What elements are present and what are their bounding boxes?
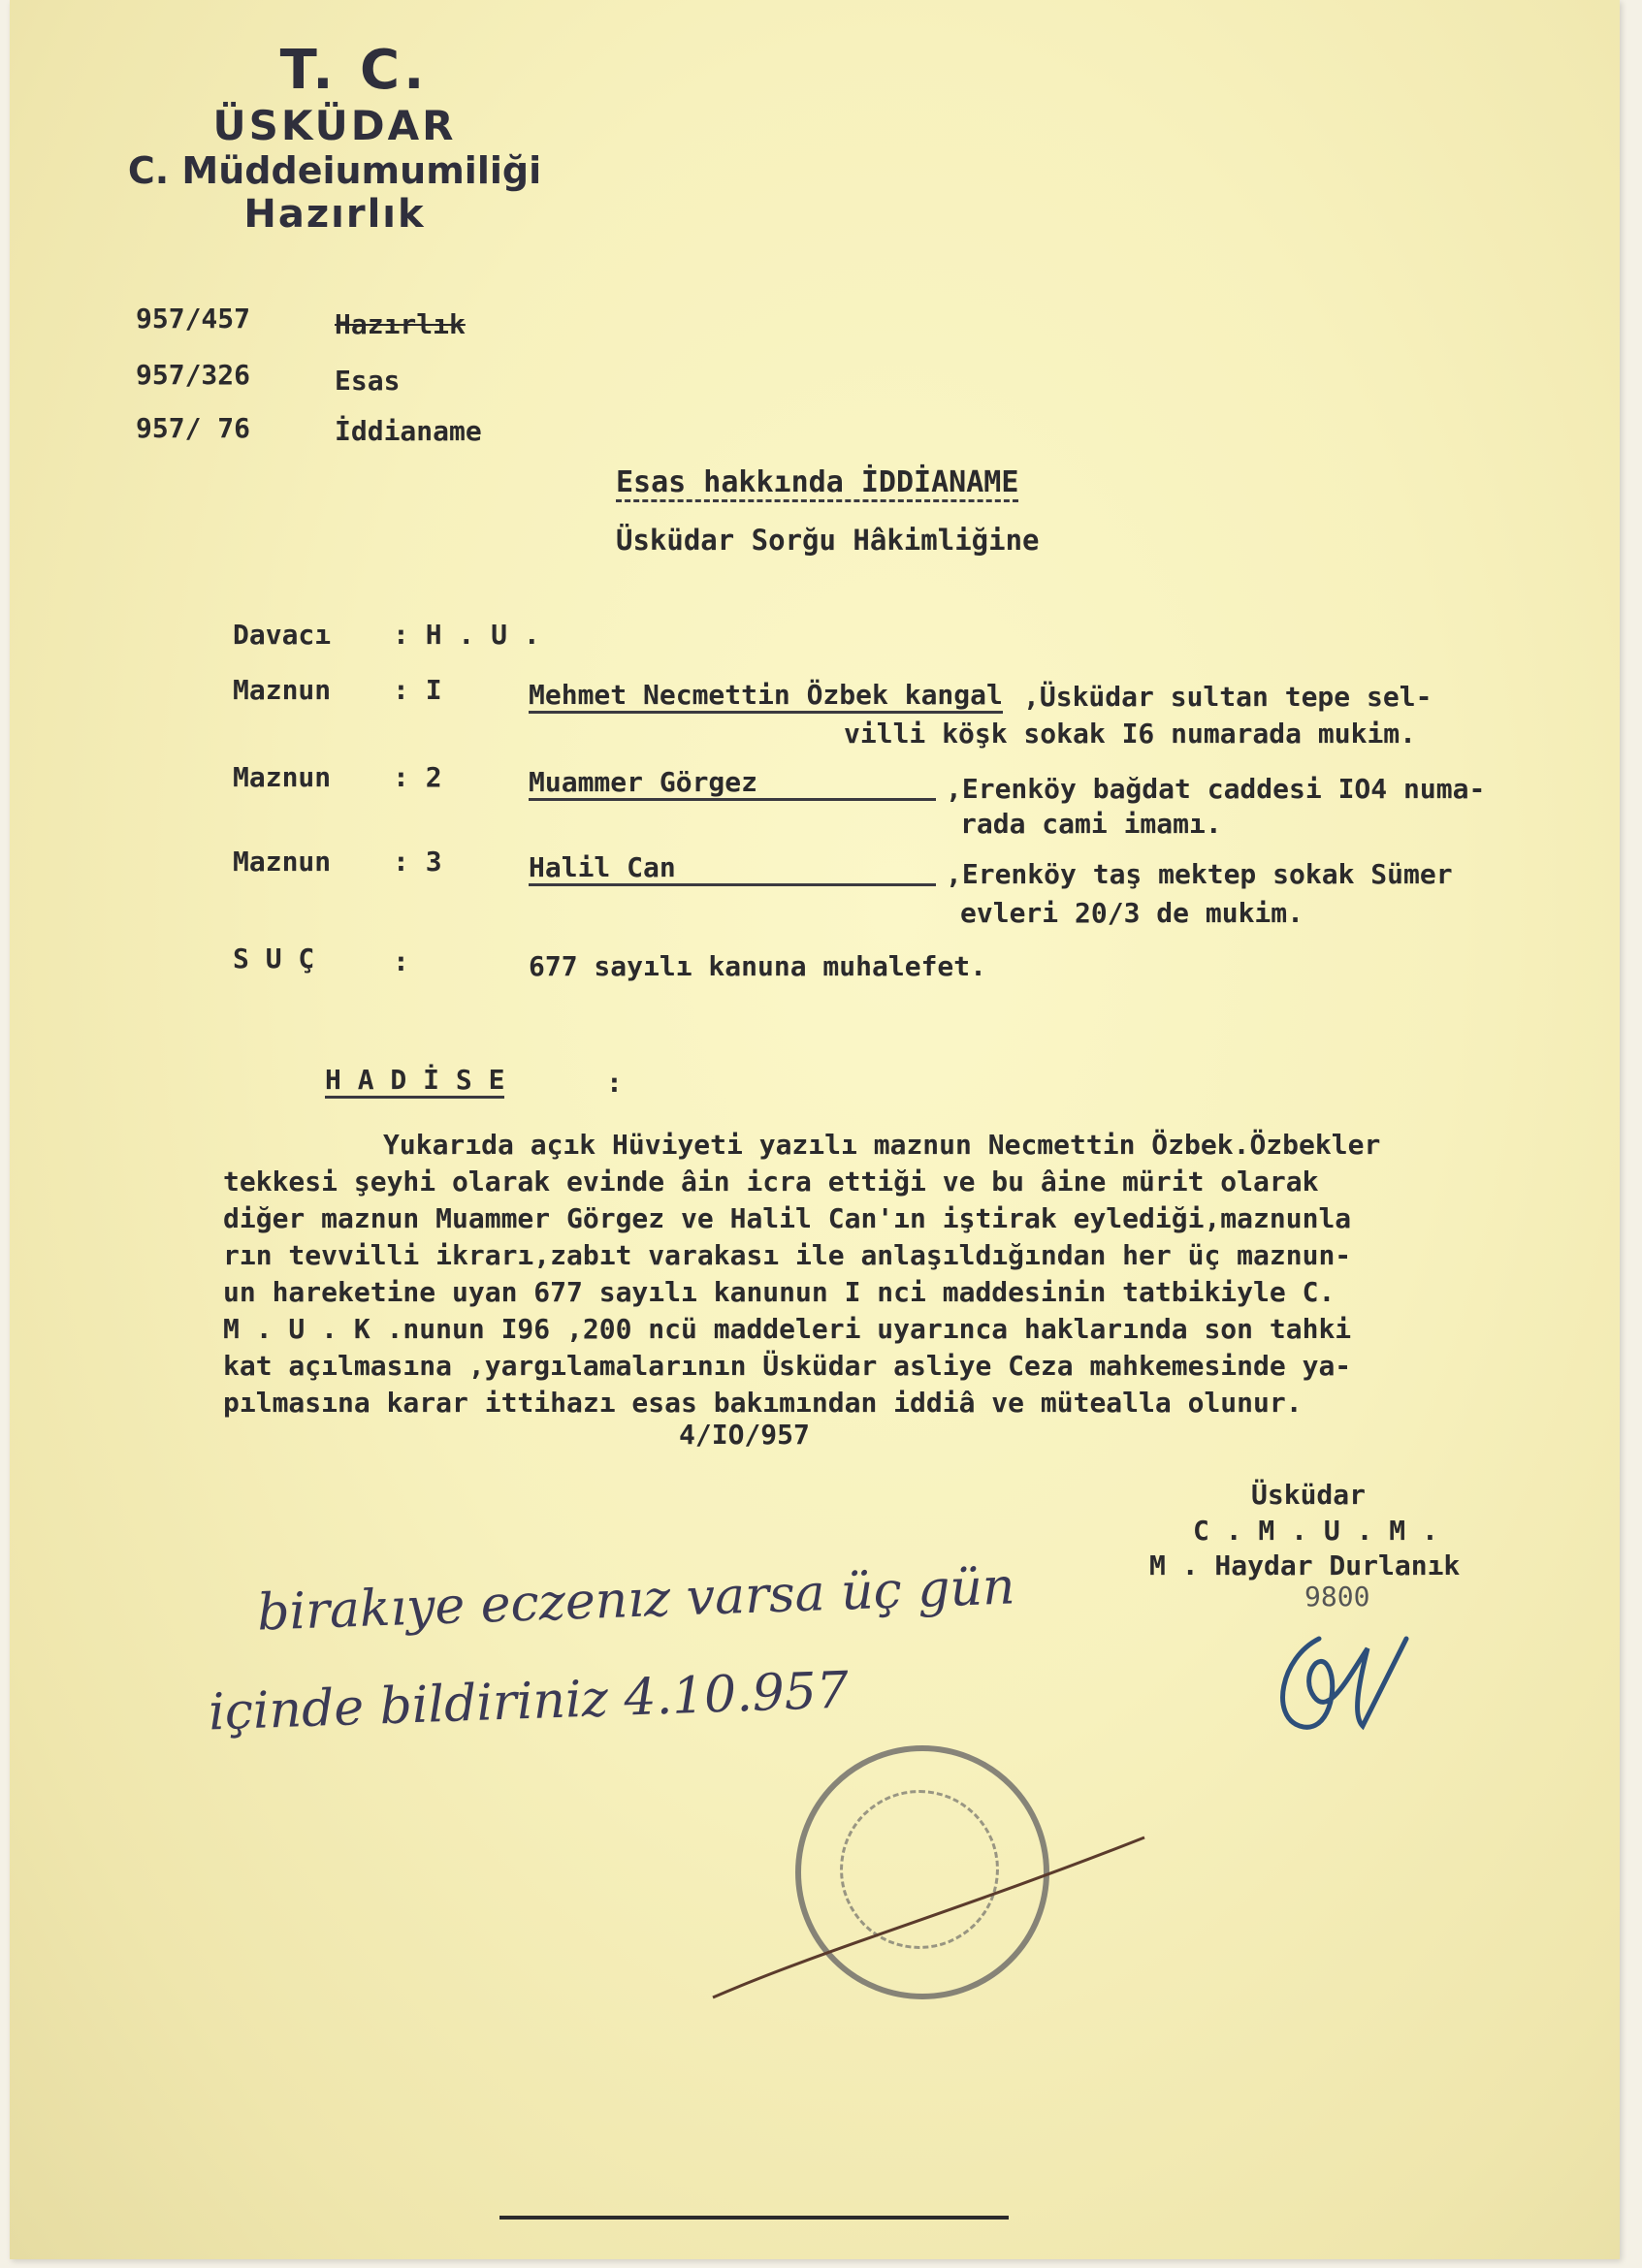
davaci-label: Davacı	[233, 619, 332, 651]
suc-colon: :	[393, 945, 409, 977]
addressee: Üsküdar Sorğu Hâkimliğine	[616, 524, 1040, 557]
hadise-date: 4/IO/957	[679, 1419, 810, 1451]
hadise-line-5: un hareketine uyan 677 sayılı kanunun I nci maddesinin tatbikiyle C.	[223, 1276, 1336, 1308]
maznun1-num: : I	[393, 674, 442, 706]
hadise-line-3: diğer maznun Muammer Görgez ve Halil Can'ın iştirak eylediği,maznunla	[223, 1202, 1352, 1234]
maznun2-num: : 2	[393, 761, 442, 793]
ref-label-hazirlik: Hazırlık	[335, 308, 466, 340]
ref-number-esas: 957/326	[136, 359, 251, 391]
handwritten-note-line-2: içinde bildiriniz 4.10.957	[208, 1661, 850, 1742]
ref-label-esas: Esas	[335, 365, 401, 397]
hadise-line-4: rın tevvilli ikrarı,zabıt varakası ile anlaşıldığından her üç maznun-	[223, 1239, 1352, 1271]
maznun2-label: Maznun	[233, 761, 332, 793]
maznun2-name: Muammer Görgez	[529, 766, 936, 801]
stamp-line-office: C. Müddeiumumiliği	[127, 149, 542, 192]
stamp-line-tc: T. C.	[279, 39, 429, 102]
hadise-line-1: Yukarıda açık Hüviyeti yazılı maznun Necmettin Özbek.Özbekler	[383, 1129, 1381, 1161]
signature-name: M . Haydar Durlanık	[1149, 1549, 1461, 1581]
ref-label-iddianame: İddianame	[335, 415, 482, 447]
maznun1-address-2: villi köşk sokak I6 numarada mukim.	[844, 718, 1417, 750]
signature-number: 9800	[1304, 1581, 1370, 1613]
hadise-colon: :	[606, 1067, 623, 1099]
hadise-heading: H A D İ S E	[325, 1064, 504, 1099]
bottom-rule	[499, 2216, 1009, 2220]
maznun2-address-1: ,Erenköy bağdat caddesi IO4 numa-	[946, 773, 1486, 805]
maznun1-name: Mehmet Necmettin Özbek kangal	[529, 679, 1003, 714]
header-stamp	[112, 39, 558, 237]
hadise-line-6: M . U . K .nunun I96 ,200 ncü maddeleri uyarınca haklarında son tahki	[223, 1313, 1352, 1345]
handwritten-note-line-1: birakıye eczenız varsa üç gün	[256, 1557, 1016, 1643]
stamp-line-dept: Hazırlık	[243, 192, 426, 237]
hadise-line-7: kat açılmasına ,yargılamalarının Üsküdar asliye Ceza mahkemesinde ya-	[223, 1350, 1352, 1382]
maznun3-name: Halil Can	[529, 851, 936, 886]
maznun2-address-2: rada cami imamı.	[960, 808, 1222, 840]
maznun3-address-2: evleri 20/3 de mukim.	[960, 897, 1304, 929]
handwritten-signature	[1261, 1619, 1426, 1755]
signature-office: C . M . U . M .	[1193, 1515, 1438, 1547]
suc-value: 677 sayılı kanuna muhalefet.	[529, 950, 987, 982]
maznun3-address-1: ,Erenköy taş mektep sokak Sümer	[946, 858, 1453, 890]
document-title: Esas hakkında İDDİANAME	[616, 465, 1018, 502]
davaci-value: : H . U .	[393, 619, 540, 651]
maznun1-label: Maznun	[233, 674, 332, 706]
maznun3-label: Maznun	[233, 846, 332, 878]
maznun3-num: : 3	[393, 846, 442, 878]
suc-label: S U Ç	[233, 942, 315, 974]
stamp-line-city: ÜSKÜDAR	[212, 102, 457, 149]
seal-strike-line	[708, 1833, 1154, 2007]
hadise-line-8: pılmasına karar ittihazı esas bakımından iddiâ ve mütealla olunur.	[223, 1387, 1303, 1419]
ref-number-iddianame: 957/ 76	[136, 412, 251, 444]
ref-number-hazirlik: 957/457	[136, 303, 251, 335]
maznun1-address-1: ,Üsküdar sultan tepe sel-	[1023, 681, 1433, 713]
signature-place: Üsküdar	[1251, 1479, 1367, 1511]
hadise-line-2: tekkesi şeyhi olarak evinde âin icra ettiği ve bu âine mürit olarak	[223, 1166, 1319, 1198]
